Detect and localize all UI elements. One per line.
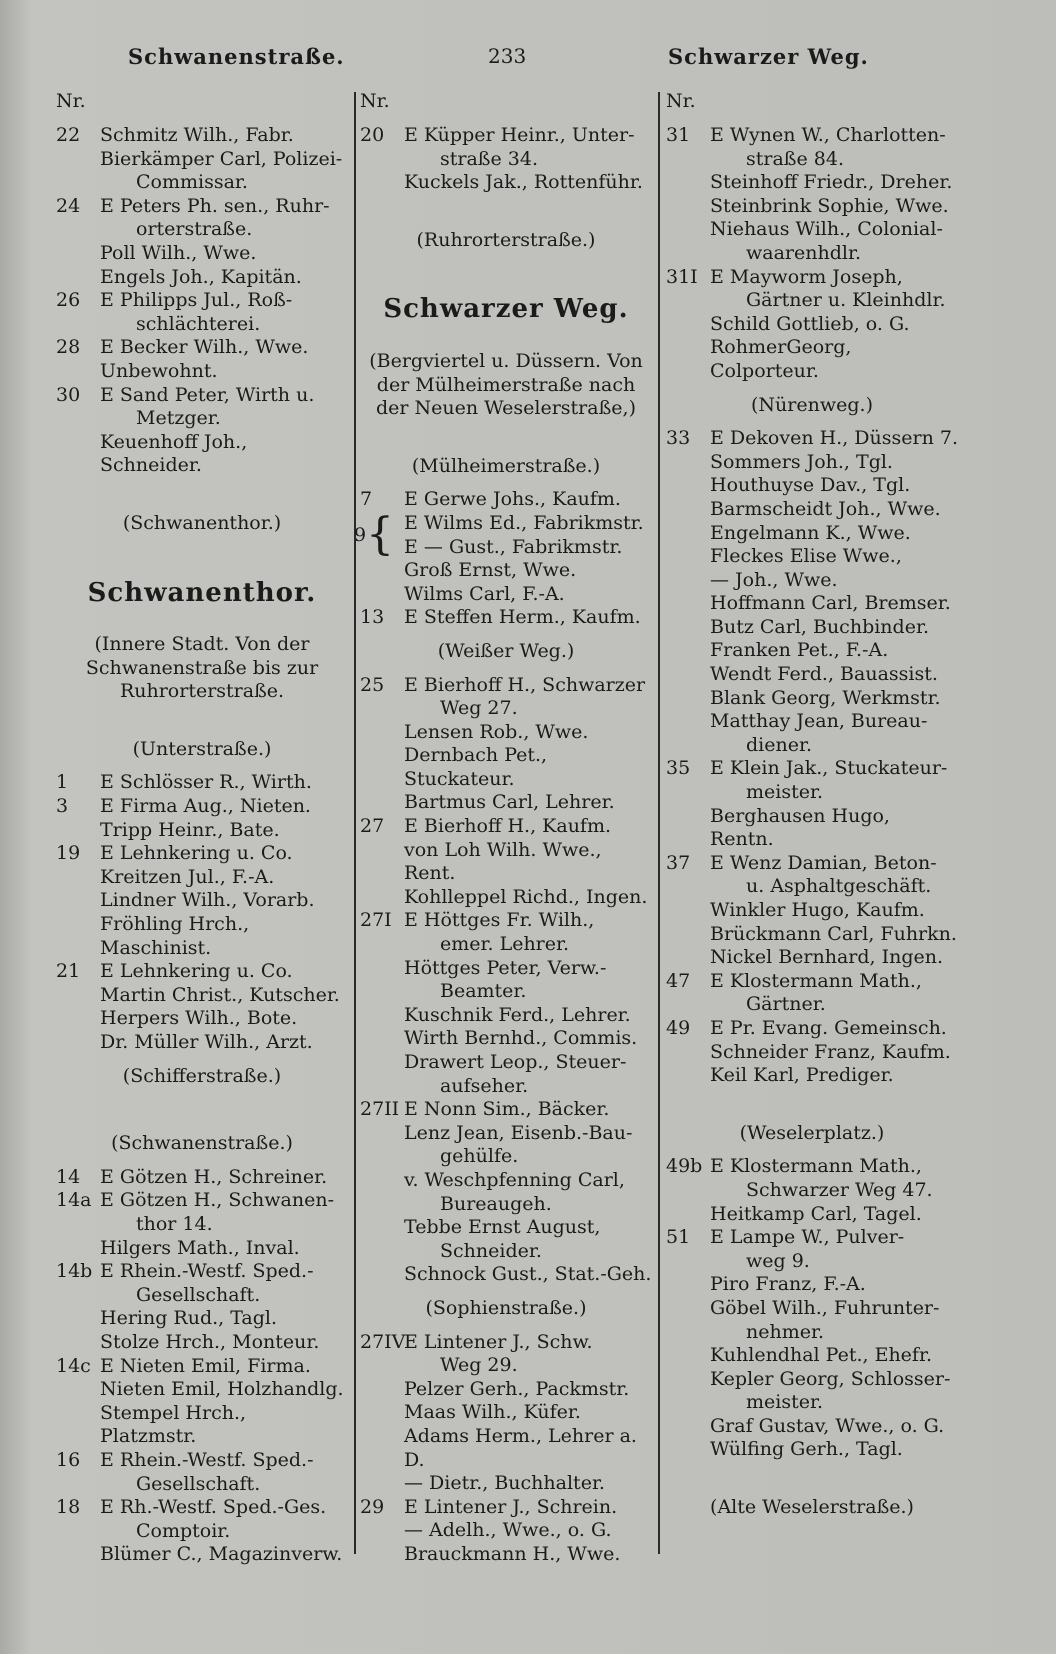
entry-line: [666, 757, 958, 781]
street-heading: (Nürenweg.): [751, 393, 873, 416]
entry-list: [360, 124, 652, 195]
entry-continuation: u. Asphaltgeschäft.: [746, 875, 932, 898]
entry-continuation: Beamter.: [440, 980, 527, 1003]
entry-line: Hilgers Math., Inval.: [100, 1236, 300, 1259]
entry-number: 26: [56, 289, 81, 312]
entry-line: Engelmann K., Wwe.: [710, 521, 911, 544]
entry-line: [666, 1155, 958, 1179]
entry-line: Piro Franz, F.-A.: [710, 1273, 866, 1296]
entry-number: 47: [666, 969, 691, 992]
entry-continuation: Bureaugeh.: [440, 1192, 552, 1215]
entry-text: E Götzen H., Schreiner.: [100, 1165, 328, 1188]
entry-line: E Wilms Ed., Fabrikmstr.: [404, 511, 644, 534]
entry-line: [56, 1189, 348, 1213]
entry-line: Keuenhoff Joh., Schneider.: [100, 430, 248, 477]
nr-label: Nr.: [666, 90, 696, 112]
street-description: (Bergviertel u. Düssern. Von der Mülheimerstraße nach der Neuen Weselerstraße,): [369, 349, 643, 420]
entry-line: Adams Herm., Lehrer a. D.: [404, 1424, 637, 1471]
entry-text: E Bierhoff H., Schwarzer: [404, 673, 646, 696]
entry-line: Göbel Wilh., Fuhrunter-: [710, 1296, 940, 1319]
entry-list: [360, 674, 652, 1287]
entry-continuation: emer. Lehrer.: [440, 933, 570, 956]
braced-entry: [354, 508, 652, 560]
entry-number: 30: [56, 383, 81, 406]
entry-line: [666, 124, 958, 148]
entry-continuation: nehmer.: [746, 1320, 825, 1343]
entry-continuation: Commissar.: [136, 171, 248, 194]
entry-list: [360, 488, 652, 512]
entry-list: [56, 124, 348, 478]
entry-number: 33: [666, 427, 691, 450]
entry-continuation: Gärtner.: [746, 993, 826, 1016]
entry-continuation: Weg 27.: [440, 697, 518, 720]
entry-continuation: waarenhdlr.: [746, 241, 861, 264]
entry-line: Tripp Heinr., Bate.: [100, 818, 280, 841]
entry-text: E Lintener J., Schrein.: [404, 1495, 618, 1518]
entry-line: Heitkamp Carl, Tagel.: [710, 1202, 922, 1225]
street-title: Schwarzer Weg.: [383, 294, 629, 325]
entry-number: 22: [56, 124, 81, 146]
entry-continuation: Comptoir.: [136, 1519, 231, 1542]
entry-line: [360, 488, 652, 512]
entry-line: [360, 124, 652, 148]
entry-number: 16: [56, 1448, 81, 1471]
entry-number: 14a: [56, 1189, 92, 1212]
entry-number: 27I: [360, 909, 392, 932]
entry-continuation: Gesellschaft.: [136, 1283, 261, 1306]
entry-continuation: weg 9.: [746, 1249, 810, 1272]
entry-line: Barmscheidt Joh., Wwe.: [710, 497, 941, 520]
entry-continuation: straße 34.: [440, 147, 538, 170]
entry-text: E Philipps Jul., Roß-: [100, 289, 293, 312]
entry-continuation: Gesellschaft.: [136, 1472, 261, 1495]
entry-text: E Klein Jak., Stuckateur-: [710, 757, 948, 780]
street-heading: (Weißer Weg.): [437, 639, 575, 662]
entry-text: E Nieten Emil, Firma.: [100, 1354, 311, 1377]
entry-line: Höttges Peter, Verw.-: [404, 956, 607, 979]
entry-text: E Mayworm Joseph,: [710, 265, 903, 288]
entry-number: 27II: [360, 1098, 400, 1121]
entry-line: Brückmann Carl, Fuhrkn.: [710, 922, 957, 945]
street-description: (Innere Stadt. Von der Schwanenstraße bis zur Ruhrorterstraße.: [85, 633, 319, 703]
entry-continuation: meister.: [746, 1391, 824, 1414]
entry-line: Kepler Georg, Schlosser-: [710, 1367, 951, 1390]
column-rule: [658, 92, 660, 1554]
entry-text: E Lehnkering u. Co.: [100, 842, 293, 865]
street-heading: (Unterstraße.): [132, 737, 272, 760]
entry-line: Herpers Wilh., Bote.: [100, 1007, 298, 1030]
entry-continuation: straße 84.: [746, 147, 844, 170]
entry-line: Bartmus Carl, Lehrer.: [404, 791, 615, 814]
entry-number: 29: [360, 1495, 385, 1518]
column-rule: [354, 92, 356, 1554]
entry-text: E Schlösser R., Wirth.: [100, 771, 312, 794]
entry-text: E Küpper Heinr., Unter-: [404, 124, 635, 146]
entry-text: E Rh.-Westf. Sped.-Ges.: [100, 1496, 327, 1519]
entry-line: Blank Georg, Werkmstr.: [710, 686, 941, 709]
entry-number: 14c: [56, 1354, 91, 1377]
entry-number: 37: [666, 851, 691, 874]
entry-continuation: gehülfe.: [440, 1145, 519, 1168]
entry-number: 9: [354, 523, 367, 546]
entry-line: Groß Ernst, Wwe.: [404, 559, 577, 582]
entry-continuation: schlächterei.: [136, 312, 261, 335]
entry-number: 49: [666, 1016, 691, 1039]
entry-line: [56, 1355, 348, 1379]
entry-text: E Klostermann Math.,: [710, 969, 922, 992]
nr-label: Nr.: [56, 90, 86, 112]
entry-number: 51: [666, 1226, 691, 1249]
entry-line: [360, 674, 652, 698]
street-heading: (Mülheimerstraße.): [411, 454, 601, 477]
entry-number: 25: [360, 673, 385, 696]
entry-line: [666, 852, 958, 876]
entry-text: E Rhein.-Westf. Sped.-: [100, 1260, 314, 1283]
entry-line: [56, 960, 348, 984]
entry-continuation: Schwarzer Weg 47.: [746, 1178, 933, 1201]
entry-number: 35: [666, 757, 691, 780]
entry-line: Butz Carl, Buchbinder.: [710, 615, 929, 638]
entry-line: Berghausen Hugo, Rentn.: [710, 804, 890, 851]
entry-line: [56, 124, 348, 148]
entry-line: Wendt Ferd., Bauassist.: [710, 663, 938, 686]
entry-text: E Wynen W., Charlotten-: [710, 124, 946, 146]
entry-continuation: thor 14.: [136, 1212, 213, 1235]
entry-number: 3: [56, 795, 69, 818]
brace-glyph: {: [366, 508, 394, 560]
entry-line: Maas Wilh., Küfer.: [404, 1401, 581, 1424]
entry-continuation: aufseher.: [440, 1074, 529, 1097]
entry-number: 27: [360, 815, 385, 838]
entry-text: E Lehnkering u. Co.: [100, 960, 293, 983]
entry-line: [56, 195, 348, 219]
entry-line: [360, 815, 652, 839]
entry-number: 21: [56, 960, 81, 983]
entry-line: Brauckmann H., Wwe.: [404, 1542, 621, 1565]
entry-list: [56, 771, 348, 1054]
entry-line: Martin Christ., Kutscher.: [100, 983, 340, 1006]
entry-line: [56, 1260, 348, 1284]
running-head-right: Schwarzer Weg.: [668, 44, 869, 69]
entry-text: E Steffen Herm., Kaufm.: [404, 606, 641, 629]
entry-text: E Götzen H., Schwanen-: [100, 1189, 335, 1212]
column-2: [354, 90, 652, 1566]
entry-number: 31I: [666, 265, 698, 288]
entry-text: E Firma Aug., Nieten.: [100, 795, 311, 818]
entry-line: Winkler Hugo, Kaufm.: [710, 899, 925, 921]
entry-line: Schnock Gust., Stat.-Geh.: [404, 1263, 652, 1286]
entry-number: 31: [666, 124, 691, 146]
entry-line: von Loh Wilh. Wwe., Rent.: [404, 838, 602, 885]
entry-text: E Bierhoff H., Kaufm.: [404, 815, 612, 838]
entry-text: E Pr. Evang. Gemeinsch.: [710, 1016, 947, 1039]
entry-list: [666, 1155, 958, 1462]
entry-text: Schmitz Wilh., Fabr.: [100, 124, 294, 146]
street-title: Schwanenthor.: [87, 577, 317, 608]
entry-line: Kuschnik Ferd., Lehrer.: [404, 1003, 631, 1026]
entry-line: Lindner Wilh., Vorarb.: [100, 889, 315, 912]
entry-line: Blümer C., Magazinverw.: [100, 1543, 343, 1566]
entry-number: 1: [56, 771, 69, 794]
entry-line: Keil Karl, Prediger.: [710, 1064, 894, 1087]
entry-line: Kohlleppel Richd., Ingen.: [404, 885, 648, 908]
entry-line: Dr. Müller Wilh., Arzt.: [100, 1031, 313, 1053]
entry-continuation: meister.: [746, 781, 824, 804]
entry-list: [56, 1166, 348, 1567]
entry-line: Stempel Hrch., Platzmstr.: [100, 1401, 247, 1448]
entry-line: Unbewohnt.: [100, 359, 218, 382]
entry-line: Nickel Bernhard, Ingen.: [710, 946, 944, 969]
entry-line: [360, 1496, 652, 1520]
entry-continuation: Schneider.: [440, 1239, 542, 1262]
entry-list: [666, 124, 958, 384]
entry-line: [666, 1226, 958, 1250]
entry-line: Stolze Hrch., Monteur.: [100, 1330, 320, 1353]
entry-number: 24: [56, 194, 81, 217]
entry-continuation: Weg 29.: [440, 1354, 518, 1377]
entry-line: Schneider Franz, Kaufm.: [710, 1040, 951, 1063]
entry-list: [666, 427, 958, 1088]
street-heading: (Schifferstraße.): [122, 1064, 282, 1087]
entry-line: Fröhling Hrch., Maschinist.: [100, 913, 250, 959]
entry-line: — Adelh., Wwe., o. G.: [404, 1519, 612, 1542]
entry-line: Steinbrink Sophie, Wwe.: [710, 194, 949, 217]
entry-text: E Höttges Fr. Wilh.,: [404, 909, 595, 932]
entry-text: E Dekoven H., Düssern 7.: [710, 427, 958, 450]
entry-number: 19: [56, 842, 81, 865]
entry-text: E Gerwe Johs., Kaufm.: [404, 488, 621, 511]
entry-line: Wilms Carl, F.-A.: [404, 582, 565, 605]
street-heading: (Schwanenthor.): [122, 511, 282, 534]
entry-line: Engels Joh., Kapitän.: [100, 265, 302, 288]
entry-line: — Joh., Wwe.: [710, 568, 838, 591]
street-heading: (Weselerplatz.): [739, 1121, 885, 1144]
entry-list: [360, 1331, 652, 1567]
entry-line: — Dietr., Buchhalter.: [404, 1472, 605, 1495]
entry-line: Steinhoff Friedr., Dreher.: [710, 171, 953, 194]
nr-label: Nr.: [360, 90, 390, 112]
entry-line: Matthay Jean, Bureau-: [710, 710, 928, 733]
entry-line: [360, 606, 652, 630]
entry-continuation: orterstraße.: [136, 218, 253, 241]
entry-line: Kuckels Jak., Rottenführ.: [404, 171, 643, 194]
entry-number: 20: [360, 124, 385, 146]
entry-number: 14: [56, 1165, 81, 1188]
entry-line: Pelzer Gerh., Packmstr.: [404, 1377, 630, 1400]
entry-text: E Rhein.-Westf. Sped.-: [100, 1448, 314, 1471]
entry-line: [56, 1449, 348, 1473]
entry-line: [666, 427, 958, 451]
entry-line: Bierkämper Carl, Polizei-: [100, 147, 343, 170]
entry-number: 14b: [56, 1260, 93, 1283]
street-heading: (Ruhrorterstraße.): [416, 228, 596, 251]
entry-number: 27IV: [360, 1330, 406, 1353]
entry-line: [56, 336, 348, 360]
entry-line: Sommers Joh., Tgl.: [710, 450, 893, 473]
entry-line: [56, 795, 348, 819]
column-3: [666, 90, 958, 1530]
entry-line: Niehaus Wilh., Colonial-: [710, 218, 943, 241]
entry-line: Kreitzen Jul., F.-A.: [100, 865, 275, 888]
column-1: [56, 90, 348, 1567]
entry-continuation: diener.: [746, 733, 812, 756]
entry-text: E Lintener J., Schw.: [404, 1330, 593, 1353]
page-number: 233: [488, 44, 527, 68]
entry-text: E Nonn Sim., Bäcker.: [404, 1098, 610, 1121]
entry-line: E — Gust., Fabrikmstr.: [404, 535, 623, 558]
entry-text: E Sand Peter, Wirth u.: [100, 383, 315, 406]
entry-line: Kuhlendhal Pet., Ehefr.: [710, 1344, 932, 1367]
entry-number: 18: [56, 1496, 81, 1519]
entry-line: Graf Gustav, Wwe., o. G.: [710, 1414, 945, 1437]
entry-line: [56, 289, 348, 313]
entry-line: [56, 842, 348, 866]
entry-line: Dernbach Pet., Stuckateur.: [404, 744, 548, 790]
entry-line: Lenz Jean, Eisenb.-Bau-: [404, 1121, 633, 1144]
entry-list: [360, 559, 652, 630]
entry-line: [56, 1496, 348, 1520]
entry-line: Franken Pet., F.-A.: [710, 639, 889, 662]
entry-line: Poll Wilh., Wwe.: [100, 241, 257, 264]
entry-line: [360, 1331, 652, 1355]
entry-line: Wülfing Gerh., Tagl.: [710, 1438, 903, 1461]
entry-line: Hering Rud., Tagl.: [100, 1307, 278, 1330]
entry-number: 13: [360, 606, 385, 629]
entry-line: Drawert Leop., Steuer-: [404, 1051, 627, 1073]
entry-text: E Peters Ph. sen., Ruhr-: [100, 194, 330, 217]
street-heading: (Schwanenstraße.): [111, 1132, 293, 1155]
entry-line: [666, 970, 958, 994]
entry-text: E Klostermann Math.,: [710, 1155, 922, 1178]
entry-continuation: Metzger.: [136, 407, 221, 430]
entry-line: [360, 909, 652, 933]
entry-number: 7: [360, 488, 373, 511]
entry-line: [56, 771, 348, 795]
entry-line: [56, 384, 348, 408]
entry-line: Lensen Rob., Wwe.: [404, 720, 589, 743]
street-heading: (Sophienstraße.): [425, 1296, 587, 1319]
entry-line: Nieten Emil, Holzhandlg.: [100, 1378, 344, 1401]
entry-line: Schild Gottlieb, o. G.: [710, 312, 910, 335]
street-heading: (Alte Weselerstraße.): [710, 1496, 914, 1519]
entry-number: 49b: [666, 1155, 703, 1178]
entry-continuation: Gärtner u. Kleinhdlr.: [746, 289, 946, 312]
entry-line: [56, 1166, 348, 1190]
entry-line: [360, 1098, 652, 1122]
entry-text: E Lampe W., Pulver-: [710, 1226, 905, 1249]
entry-line: RohmerGeorg, Colporteur.: [710, 336, 852, 382]
entry-line: Tebbe Ernst August,: [404, 1216, 601, 1239]
entry-line: Wirth Bernhd., Commis.: [404, 1027, 638, 1050]
entry-line: [666, 1017, 958, 1041]
running-head-left: Schwanenstraße.: [128, 44, 345, 69]
entry-line: Hoffmann Carl, Bremser.: [710, 592, 951, 615]
entry-line: Fleckes Elise Wwe.,: [710, 545, 902, 568]
entry-line: [666, 266, 958, 290]
entry-text: E Wenz Damian, Beton-: [710, 851, 937, 874]
entry-line: v. Weschpfenning Carl,: [404, 1168, 625, 1191]
entry-text: E Becker Wilh., Wwe.: [100, 336, 309, 359]
entry-number: 28: [56, 336, 81, 359]
entry-line: Houthuyse Dav., Tgl.: [710, 474, 911, 497]
